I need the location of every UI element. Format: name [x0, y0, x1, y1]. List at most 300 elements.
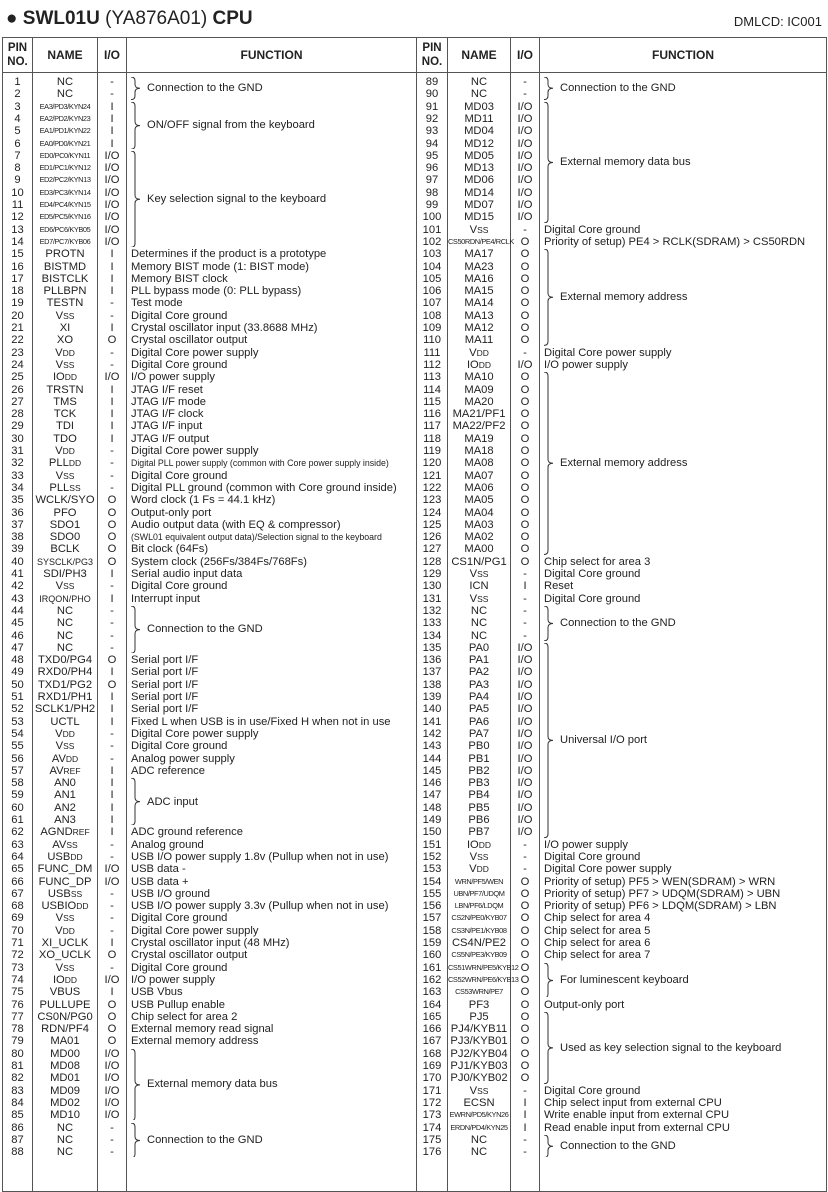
- pin-number: 149: [422, 814, 442, 826]
- pin-function: USB Vbus: [131, 986, 183, 999]
- pin-number: 80: [11, 1047, 24, 1060]
- pin-io: -: [110, 850, 114, 863]
- pin-number: 128: [422, 555, 442, 568]
- pin-name: FUNC_DP: [38, 875, 92, 888]
- pin-function: Serial port I/F: [131, 678, 199, 691]
- pin-name: PA7: [468, 727, 490, 740]
- pin-function: Read enable input from external CPU: [544, 1121, 730, 1134]
- pin-function: Interrupt input: [131, 592, 201, 605]
- pin-io: I: [523, 1109, 527, 1122]
- pin-number: 42: [11, 580, 24, 593]
- pin-io: I/O: [517, 727, 533, 740]
- pin-function: Serial port I/F: [131, 691, 199, 703]
- pin-number: 127: [422, 543, 442, 556]
- group-brace: [129, 77, 143, 100]
- pin-name: CS2N/PE0/KYB07: [451, 913, 507, 923]
- pin-number: 33: [11, 469, 24, 482]
- pin-name: PULLUPE: [39, 998, 91, 1011]
- pin-io: -: [523, 568, 527, 580]
- pin-name: LBN/PF6/LDQM: [454, 901, 504, 911]
- pin-number: 137: [422, 666, 442, 679]
- part-number: (YA876A01): [105, 8, 208, 29]
- pin-function: Memory BIST clock: [131, 272, 228, 285]
- group-brace: [542, 1135, 556, 1158]
- pin-io: -: [110, 358, 114, 371]
- pin-io: I: [110, 420, 114, 433]
- pin-io: I: [110, 125, 114, 138]
- pin-number: 92: [425, 112, 439, 125]
- pin-number: 7: [14, 149, 21, 162]
- pin-number: 15: [11, 248, 24, 261]
- pin-name: VDD: [55, 445, 75, 457]
- pin-number: 16: [11, 260, 24, 273]
- pin-io: I: [110, 568, 114, 580]
- pin-number: 24: [11, 358, 24, 371]
- table-header-row: [3, 38, 827, 73]
- pin-name: BISTMD: [43, 260, 87, 273]
- pin-name: WRN/PF5/WEN: [454, 876, 504, 886]
- pin-number: 10: [11, 186, 24, 199]
- right-name-column: [448, 73, 519, 1192]
- pin-io: -: [523, 223, 527, 236]
- pin-name: PB4: [468, 789, 490, 802]
- pin-name: PB1: [468, 752, 490, 765]
- pin-name: CS3N/PE1/KYB08: [451, 925, 507, 935]
- pin-name: PJ2/KYB04: [450, 1047, 508, 1060]
- group-brace: [542, 643, 556, 838]
- pin-io: -: [110, 912, 114, 925]
- pin-io: I/O: [104, 223, 120, 236]
- pin-function: ADC reference: [131, 764, 205, 777]
- pin-number: 82: [11, 1072, 24, 1085]
- pin-number: 59: [11, 789, 24, 802]
- pin-number: 131: [422, 592, 442, 605]
- pin-io: O: [520, 924, 530, 937]
- pin-io: -: [523, 592, 527, 605]
- pin-number: 171: [422, 1084, 442, 1097]
- pin-number: 19: [11, 297, 24, 310]
- pin-number: 65: [11, 863, 24, 876]
- pin-name: NC: [56, 617, 74, 630]
- pin-number: 122: [422, 481, 442, 494]
- reference-label: DMLCD: IC001: [733, 14, 822, 29]
- pin-function: Test mode: [131, 297, 183, 310]
- pin-io: -: [523, 76, 527, 88]
- pin-number: 146: [422, 777, 442, 790]
- pin-name: TDI: [55, 420, 75, 433]
- pin-name: NC: [56, 604, 74, 617]
- pin-number: 78: [11, 1023, 24, 1036]
- pin-number: 48: [11, 654, 24, 667]
- pin-name: PA2: [468, 666, 490, 679]
- pin-io: I/O: [104, 1060, 120, 1072]
- pin-number: 1: [14, 76, 21, 88]
- pin-number: 93: [425, 125, 439, 138]
- pin-function: I/O power supply: [131, 371, 215, 384]
- pin-name: AN0: [54, 777, 76, 790]
- pin-number: 18: [11, 285, 24, 298]
- pin-io: O: [107, 998, 117, 1011]
- pin-io: -: [110, 604, 114, 617]
- right-io-column: [511, 73, 540, 1192]
- pin-number: 97: [425, 174, 439, 187]
- pin-io: I/O: [517, 137, 533, 150]
- pin-number: 69: [11, 912, 24, 925]
- pin-name: MA20: [464, 395, 494, 408]
- pin-io: I: [110, 137, 114, 150]
- pin-number: 74: [11, 973, 24, 986]
- pin-name: NC: [56, 76, 74, 88]
- pin-io: I/O: [517, 715, 533, 728]
- pin-io: I: [110, 395, 114, 408]
- pin-name: MA09: [464, 383, 494, 396]
- pin-number: 98: [425, 186, 439, 199]
- pin-function: Output-only port: [544, 998, 625, 1011]
- pin-name: PB0: [468, 740, 490, 753]
- pin-number: 32: [11, 457, 24, 470]
- pin-number: 125: [422, 518, 442, 531]
- pin-name: ED7/PC7/KYB06: [39, 236, 91, 246]
- pin-name: MA18: [464, 445, 494, 457]
- group-brace: [129, 778, 143, 825]
- pin-io: I/O: [517, 740, 533, 753]
- pin-name: XI_UCLK: [41, 937, 89, 949]
- pin-function: Digital Core ground: [131, 309, 228, 322]
- pin-name: FUNC_DM: [37, 863, 93, 876]
- pin-name: NC: [56, 88, 74, 101]
- pin-name: VDD: [55, 727, 75, 740]
- pin-io: -: [110, 617, 114, 630]
- pin-io: I/O: [104, 1047, 120, 1060]
- pin-name: CS51WRN/PE5/KYB12: [448, 962, 519, 972]
- pin-io: I: [523, 580, 527, 593]
- pin-function: Serial port I/F: [131, 703, 199, 716]
- pin-number: 17: [11, 272, 24, 285]
- pin-number: 162: [422, 973, 442, 986]
- pin-number: 75: [11, 986, 24, 999]
- pin-function: I/O power supply: [544, 358, 628, 371]
- pin-io: -: [110, 641, 114, 654]
- pin-number: 35: [11, 494, 24, 507]
- pin-name: MD03: [464, 100, 494, 113]
- pin-number: 31: [11, 445, 24, 457]
- pin-io: -: [110, 445, 114, 457]
- pin-name: EA3/PD3/KYN24: [39, 101, 91, 111]
- pin-name: MD05: [464, 149, 494, 162]
- pin-number: 3: [14, 100, 21, 113]
- pin-io: O: [520, 1047, 530, 1060]
- pin-number: 91: [425, 100, 439, 113]
- pin-name: VSS: [469, 568, 489, 580]
- pin-name: ED3/PC3/KYN14: [39, 187, 91, 197]
- pin-number: 26: [11, 383, 24, 396]
- pin-number: 102: [422, 235, 442, 248]
- pin-name: CS5N/PE3/KYB09: [451, 950, 507, 960]
- pin-function: Audio output data (with EQ & compressor): [131, 518, 341, 531]
- pin-number: 89: [425, 76, 439, 88]
- pin-io: I/O: [517, 666, 533, 679]
- pin-name: MD10: [50, 1109, 80, 1122]
- pin-name: CS1N/PG1: [451, 555, 507, 568]
- pin-name: IODD: [52, 371, 78, 384]
- pin-io: I/O: [517, 703, 533, 716]
- pin-number: 27: [11, 395, 24, 408]
- pin-function: Crystal oscillator input (48 MHz): [131, 937, 290, 949]
- pin-name: ED5/PC5/KYN16: [39, 212, 91, 222]
- pin-name: PB5: [468, 801, 490, 814]
- pin-name: CS53WRN/PE7: [455, 987, 503, 997]
- pin-number: 172: [422, 1096, 442, 1109]
- pin-name: TESTN: [46, 297, 84, 310]
- pin-number: 159: [422, 937, 442, 949]
- pin-io: -: [110, 309, 114, 322]
- pin-function: Digital Core power supply: [544, 346, 672, 359]
- pin-number: 4: [14, 112, 21, 125]
- pin-number: 169: [422, 1060, 442, 1072]
- pin-name: AVDD: [51, 752, 79, 765]
- pin-io: -: [523, 1146, 527, 1159]
- pin-number: 58: [11, 777, 24, 790]
- pin-name: MA04: [464, 506, 494, 519]
- bullet: ●: [6, 8, 18, 29]
- pin-function: USB I/O power supply 3.3v (Pullup when not in use): [131, 900, 389, 913]
- pin-function: Digital Core ground: [544, 223, 641, 236]
- pin-name: ED6/PC6/KYB05: [39, 224, 91, 234]
- pin-name: MA01: [50, 1035, 80, 1048]
- pin-name: PJ5: [469, 1010, 489, 1023]
- pin-io: O: [107, 334, 117, 347]
- pin-number: 120: [422, 457, 442, 470]
- pin-io: O: [520, 986, 530, 999]
- pin-io: -: [110, 1133, 114, 1146]
- pin-io: -: [110, 346, 114, 359]
- pin-function: Chip select for area 5: [544, 924, 651, 937]
- pin-name: MA11: [464, 334, 494, 347]
- pin-name: NC: [470, 617, 488, 630]
- pin-number: 77: [11, 1010, 24, 1023]
- pin-name: NC: [56, 641, 74, 654]
- pin-number: 53: [11, 715, 24, 728]
- pin-number: 140: [422, 703, 442, 716]
- pin-io: -: [110, 887, 114, 900]
- pin-name: VSS: [469, 223, 489, 236]
- group-brace: [542, 963, 556, 998]
- pin-number: 54: [11, 727, 24, 740]
- pin-name: MD13: [464, 162, 494, 175]
- pin-name: MD09: [50, 1084, 80, 1097]
- group-brace: [542, 102, 556, 223]
- pin-io: I/O: [104, 211, 120, 224]
- col-header-function: FUNCTION: [127, 38, 417, 73]
- pin-io: O: [520, 1023, 530, 1036]
- pin-number: 67: [11, 887, 24, 900]
- pin-function: USB data -: [131, 863, 186, 876]
- pin-number: 64: [11, 850, 24, 863]
- pin-number: 45: [11, 617, 24, 630]
- pin-function: Digital Core ground: [131, 358, 228, 371]
- pin-name: NC: [470, 1146, 488, 1159]
- pin-number: 99: [425, 199, 439, 211]
- pin-number: 47: [11, 641, 24, 654]
- pin-number: 115: [423, 395, 441, 408]
- pin-io: O: [520, 900, 530, 913]
- pin-function: Fixed L when USB is in use/Fixed H when not in use: [131, 715, 391, 728]
- group-label: External memory address: [560, 291, 688, 304]
- pin-number: 144: [422, 752, 442, 765]
- pin-name: MA08: [464, 457, 494, 470]
- group-label: Connection to the GND: [147, 623, 263, 636]
- pin-io: O: [107, 1035, 117, 1048]
- group-label: For luminescent keyboard: [560, 973, 689, 986]
- pin-number: 153: [422, 863, 442, 876]
- pin-name: SYSCLK/PG3: [36, 556, 94, 567]
- pin-name: AVREF: [49, 764, 81, 777]
- pin-io: I/O: [104, 863, 120, 876]
- pin-name: MD14: [464, 186, 494, 199]
- pin-function: USB Pullup enable: [131, 998, 225, 1011]
- pin-io: I: [110, 777, 114, 790]
- pin-name: MA13: [464, 309, 494, 322]
- pin-function: Digital Core ground: [544, 568, 641, 580]
- group-brace: [542, 249, 556, 345]
- pin-number: 96: [425, 162, 439, 175]
- pin-number: 68: [11, 900, 24, 913]
- pin-function: Digital PLL power supply (common with Core power supply inside): [131, 458, 389, 469]
- pin-number: 114: [423, 383, 441, 396]
- pin-name: MA23: [464, 260, 494, 273]
- pin-io: I: [110, 715, 114, 728]
- pin-io: I/O: [517, 174, 533, 187]
- group-label: External memory data bus: [560, 155, 691, 168]
- pin-io: I/O: [104, 174, 120, 187]
- pin-function: Digital PLL ground (common with Core ground inside): [131, 481, 397, 494]
- col-header-name: NAME: [33, 38, 98, 73]
- pin-number: 113: [423, 371, 441, 384]
- pin-number: 106: [422, 285, 442, 298]
- pin-io: O: [520, 961, 530, 974]
- pin-number: 164: [422, 998, 442, 1011]
- pin-name: MA06: [464, 481, 494, 494]
- pin-function: Analog power supply: [131, 752, 235, 765]
- pin-io: I/O: [517, 125, 533, 138]
- pin-name: MD06: [464, 174, 494, 187]
- col-header-pin: PIN NO.: [3, 38, 33, 73]
- pin-number: 51: [11, 691, 24, 703]
- pin-io: O: [520, 543, 530, 556]
- pin-io: -: [110, 76, 114, 88]
- pin-name: PA1: [468, 654, 490, 667]
- pin-function: Serial port I/F: [131, 654, 199, 667]
- pin-io: I: [110, 432, 114, 445]
- pin-function: Memory BIST mode (1: BIST mode): [131, 260, 310, 273]
- pin-number: 151: [422, 838, 442, 851]
- pin-io: O: [520, 457, 530, 470]
- pin-number: 123: [422, 494, 442, 507]
- pin-number: 155: [422, 887, 442, 900]
- pin-number: 167: [422, 1035, 442, 1048]
- pin-io: I: [110, 322, 114, 334]
- pin-io: I: [110, 814, 114, 826]
- pin-io: O: [520, 309, 530, 322]
- pin-number: 44: [11, 604, 24, 617]
- pin-io: O: [520, 1035, 530, 1048]
- pin-number: 55: [11, 740, 24, 753]
- pin-name: AN1: [54, 789, 76, 802]
- group-label: Connection to the GND: [560, 82, 676, 95]
- pin-number: 145: [422, 764, 442, 777]
- pin-io: I/O: [517, 186, 533, 199]
- pin-name: TCK: [53, 408, 77, 421]
- pin-number: 94: [425, 137, 439, 150]
- pin-number: 30: [11, 432, 24, 445]
- pin-number: 136: [422, 654, 442, 667]
- pin-number: 173: [422, 1109, 442, 1122]
- pin-function: Digital Core power supply: [131, 924, 259, 937]
- pin-name: VSS: [469, 1084, 489, 1097]
- pin-function: I/O power supply: [544, 838, 628, 851]
- pin-function: Digital Core power supply: [131, 727, 259, 740]
- pin-io: O: [520, 248, 530, 261]
- pin-number: 132: [422, 604, 442, 617]
- group-brace: [542, 606, 556, 641]
- group-brace: [129, 1123, 143, 1158]
- pin-name: ECSN: [463, 1096, 495, 1109]
- pin-number: 101: [422, 223, 442, 236]
- pin-io: I/O: [104, 1096, 120, 1109]
- pin-name: PROTN: [45, 248, 85, 261]
- pin-io: I: [110, 789, 114, 802]
- pin-number: 84: [11, 1096, 24, 1109]
- pin-function: Chip select for area 7: [544, 949, 651, 962]
- pin-name: VDD: [55, 346, 75, 359]
- pin-number: 148: [422, 801, 442, 814]
- pin-function: Word clock (1 Fs = 44.1 kHz): [131, 494, 276, 507]
- pin-io: O: [107, 555, 117, 568]
- pin-name: MA03: [464, 518, 494, 531]
- pin-name: ICN: [469, 580, 489, 593]
- pin-function: System clock (256Fs/384Fs/768Fs): [131, 555, 307, 568]
- pin-name: MD08: [50, 1060, 80, 1072]
- pin-number: 22: [11, 334, 24, 347]
- pin-number: 23: [11, 346, 24, 359]
- pin-function: Digital Core ground: [131, 912, 228, 925]
- pin-io: O: [520, 555, 530, 568]
- pin-io: I/O: [517, 752, 533, 765]
- pin-io: I/O: [104, 149, 120, 162]
- pin-name: MD04: [464, 125, 494, 138]
- pin-io: -: [523, 346, 527, 359]
- pin-number: 168: [422, 1047, 442, 1060]
- pin-name: EA2/PD2/KYN23: [39, 113, 91, 123]
- pin-function: JTAG I/F output: [131, 432, 210, 445]
- pin-io: O: [520, 371, 530, 384]
- page-title: [6, 8, 253, 30]
- pin-io: I: [110, 383, 114, 396]
- pin-number: 133: [422, 617, 442, 630]
- pin-io: I/O: [517, 801, 533, 814]
- pin-io: -: [110, 900, 114, 913]
- pin-name: BCLK: [50, 543, 80, 556]
- pin-number: 139: [422, 691, 442, 703]
- table-body-row: [3, 73, 827, 1192]
- pin-io: O: [107, 654, 117, 667]
- pin-function: USB data +: [131, 875, 189, 888]
- pin-number: 175: [422, 1133, 442, 1146]
- pin-function: Bit clock (64Fs): [131, 543, 209, 556]
- pin-io: -: [110, 88, 114, 101]
- pin-function: USB I/O power supply 1.8v (Pullup when not in use): [131, 850, 389, 863]
- pin-number: 166: [422, 1023, 442, 1036]
